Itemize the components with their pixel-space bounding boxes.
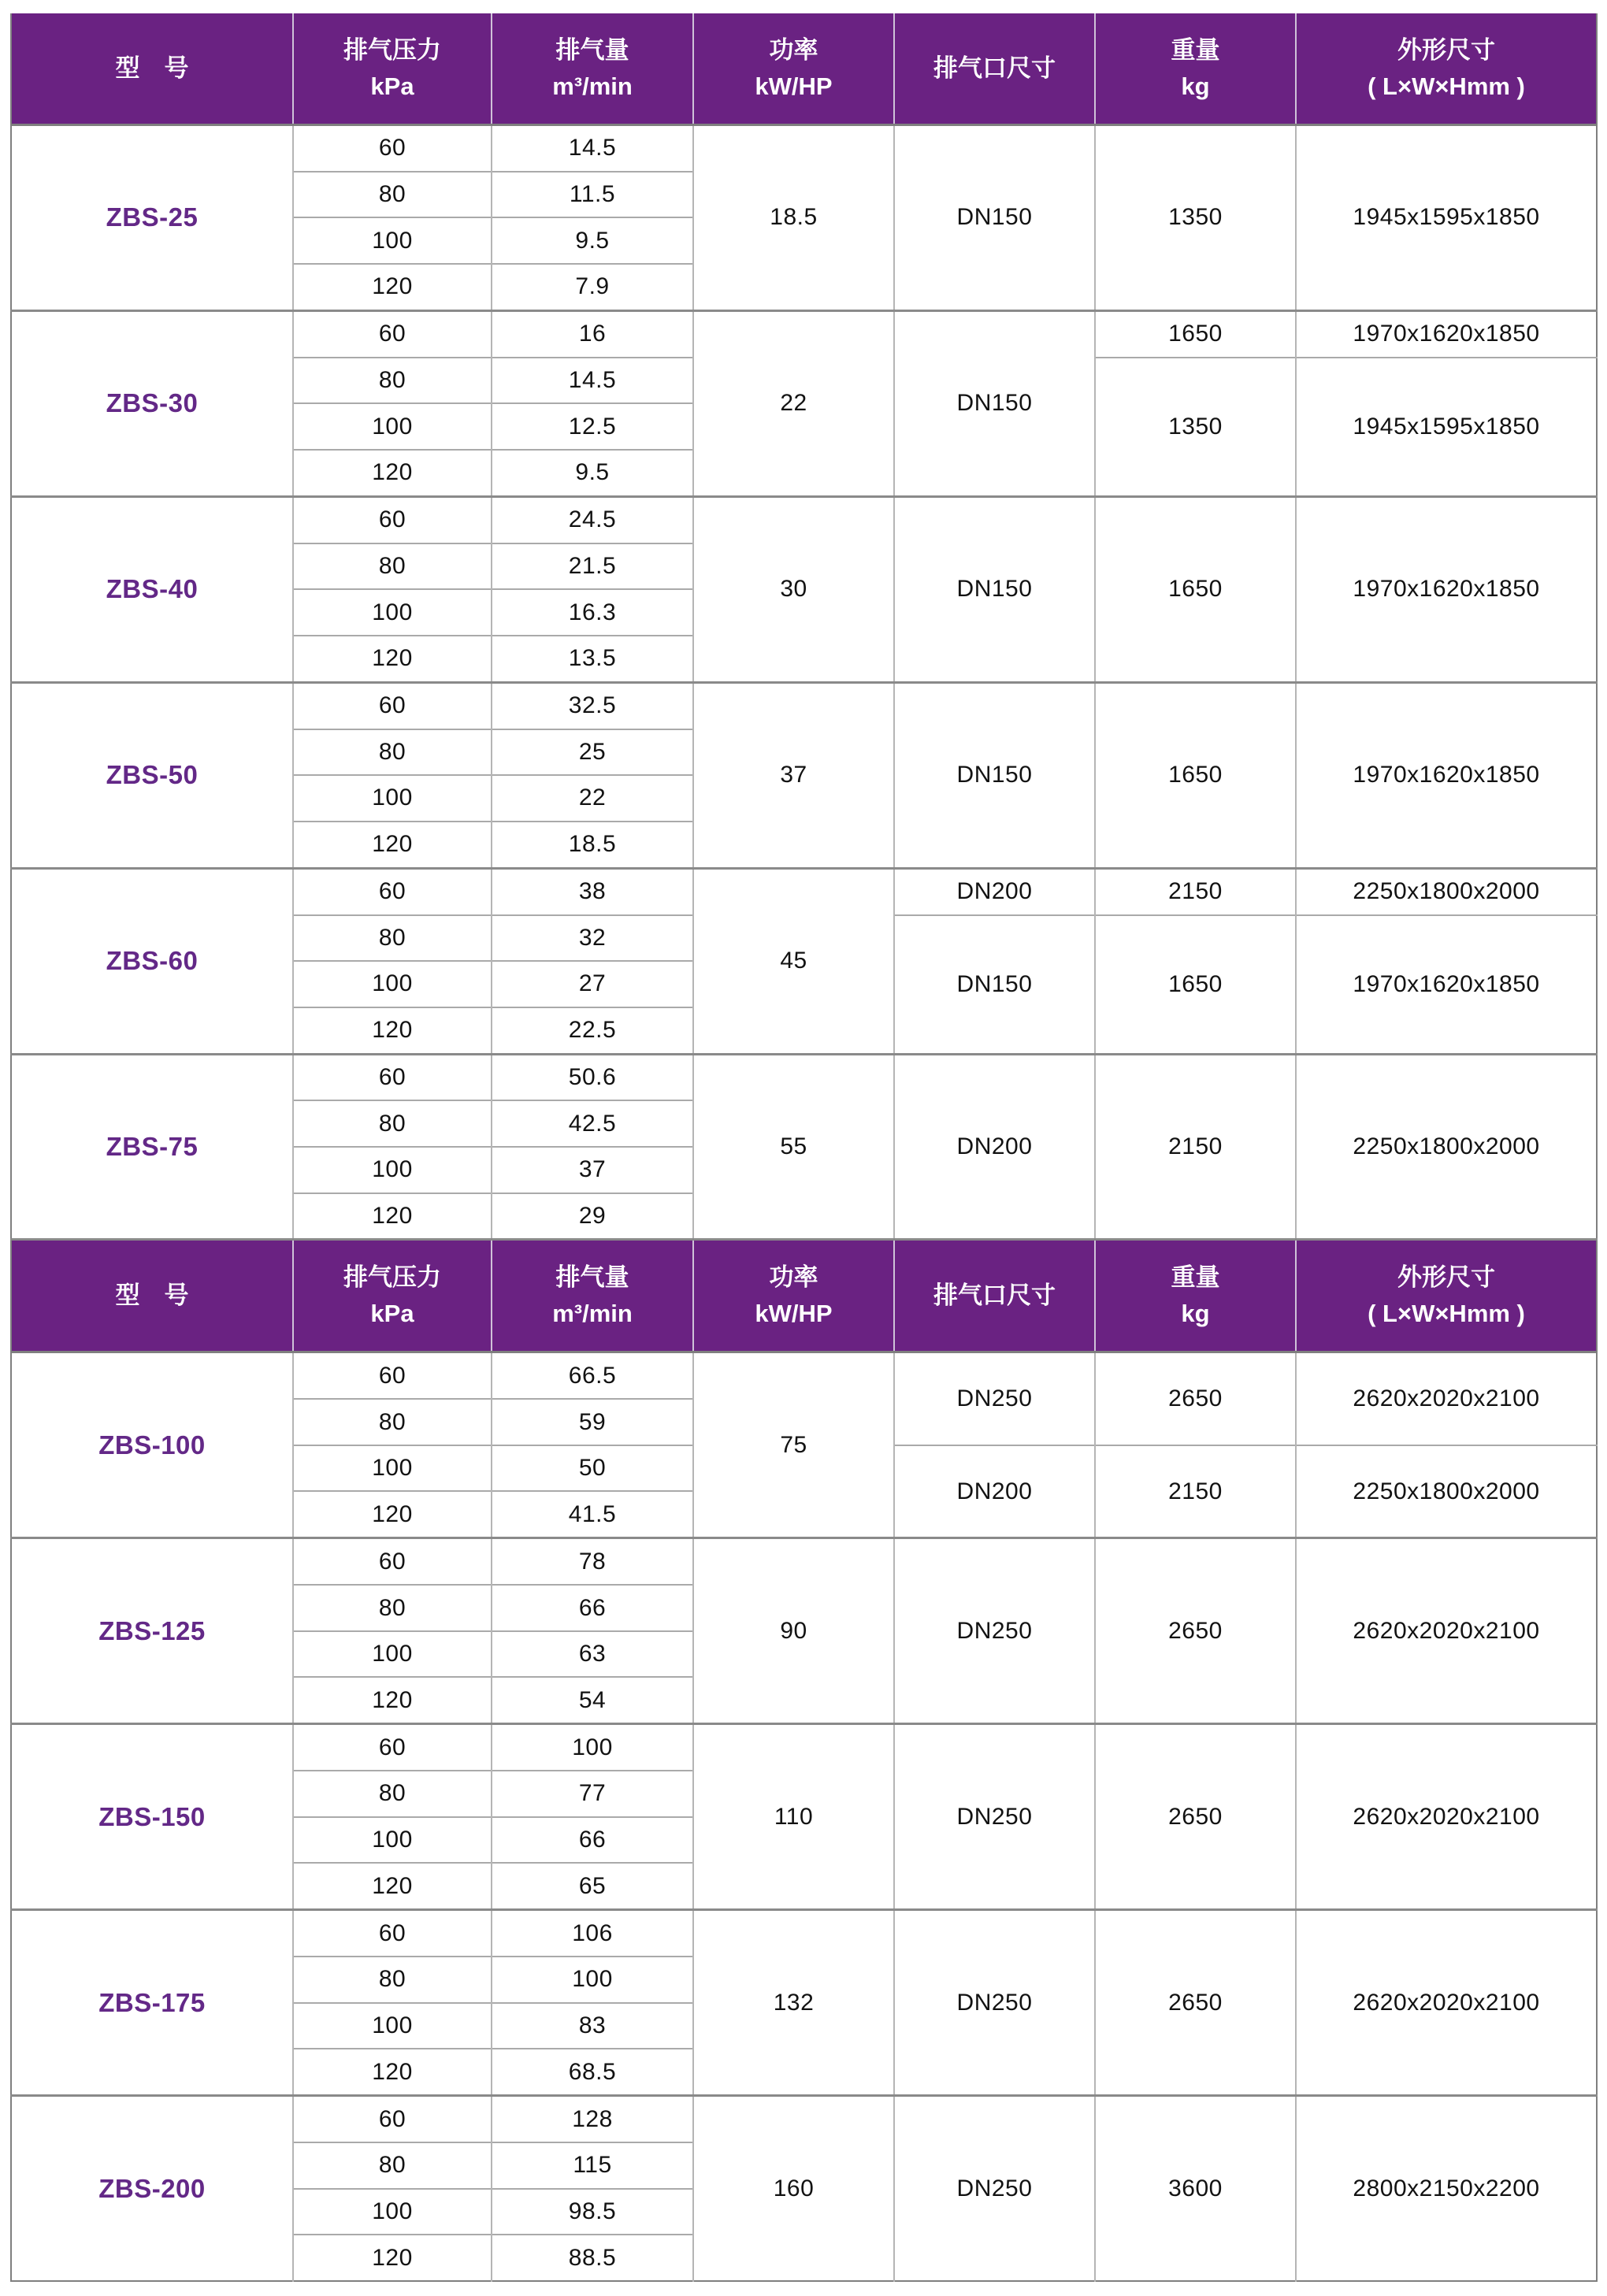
header-cell-volume: 排气量 m³/min <box>492 13 693 125</box>
model-name: ZBS-175 <box>11 1910 293 2096</box>
port-value: DN250 <box>894 1724 1095 1910</box>
header-cell-model: 型 号 <box>11 1240 293 1352</box>
table-row <box>11 1724 1597 1771</box>
volume-value: 42.5 <box>492 1100 693 1147</box>
volume-value: 37 <box>492 1147 693 1193</box>
weight-value: 1350 <box>1095 358 1296 497</box>
pressure-value: 80 <box>293 1585 492 1631</box>
model-name: ZBS-150 <box>11 1724 293 1910</box>
header-cell-pressure: 排气压力 kPa <box>293 1240 492 1352</box>
header-cell-dims: 外形尺寸 ( L×W×Hmm ) <box>1296 13 1597 125</box>
pressure-value: 60 <box>293 1352 492 1399</box>
power-value: 22 <box>693 310 894 496</box>
model-name: ZBS-100 <box>11 1352 293 1538</box>
volume-value: 21.5 <box>492 543 693 590</box>
volume-value: 22 <box>492 775 693 822</box>
pressure-value: 60 <box>293 682 492 729</box>
volume-value: 13.5 <box>492 636 693 682</box>
port-value: DN250 <box>894 1910 1095 2096</box>
volume-value: 16.3 <box>492 589 693 636</box>
volume-value: 29 <box>492 1193 693 1240</box>
volume-value: 32.5 <box>492 682 693 729</box>
model-name: ZBS-75 <box>11 1054 293 1240</box>
volume-value: 41.5 <box>492 1491 693 1537</box>
table-row <box>11 496 1597 543</box>
pressure-value: 60 <box>293 1910 492 1957</box>
pressure-value: 80 <box>293 358 492 404</box>
pressure-value: 100 <box>293 1631 492 1678</box>
pressure-value: 80 <box>293 543 492 590</box>
dims-value: 2250x1800x2000 <box>1296 868 1597 914</box>
pressure-value: 100 <box>293 403 492 450</box>
pressure-value: 100 <box>293 2003 492 2049</box>
pressure-value: 100 <box>293 1445 492 1492</box>
pressure-value: 120 <box>293 1677 492 1723</box>
volume-value: 50 <box>492 1445 693 1492</box>
port-value: DN150 <box>894 125 1095 311</box>
pressure-value: 120 <box>293 450 492 496</box>
volume-value: 32 <box>492 915 693 962</box>
power-value: 37 <box>693 682 894 868</box>
table-row <box>11 1910 1597 1957</box>
power-value: 18.5 <box>693 125 894 311</box>
table-header-row <box>11 1240 1597 1352</box>
volume-value: 66.5 <box>492 1352 693 1399</box>
weight-value: 2150 <box>1095 868 1296 914</box>
dims-value: 2620x2020x2100 <box>1296 1352 1597 1445</box>
power-value: 55 <box>693 1054 894 1240</box>
model-name: ZBS-60 <box>11 868 293 1054</box>
dims-value: 1970x1620x1850 <box>1296 496 1597 682</box>
volume-value: 88.5 <box>492 2235 693 2281</box>
header-cell-weight: 重量 kg <box>1095 13 1296 125</box>
volume-value: 24.5 <box>492 496 693 543</box>
pressure-value: 100 <box>293 1147 492 1193</box>
volume-value: 54 <box>492 1677 693 1723</box>
weight-value: 2650 <box>1095 1910 1296 2096</box>
header-cell-volume: 排气量 m³/min <box>492 1240 693 1352</box>
pressure-value: 120 <box>293 1007 492 1054</box>
table-row <box>11 1054 1597 1100</box>
dims-value: 1945x1595x1850 <box>1296 125 1597 311</box>
pressure-value: 100 <box>293 775 492 822</box>
volume-value: 115 <box>492 2142 693 2189</box>
dims-value: 1970x1620x1850 <box>1296 915 1597 1055</box>
volume-value: 50.6 <box>492 1054 693 1100</box>
table-row <box>11 1352 1597 1399</box>
volume-value: 22.5 <box>492 1007 693 1054</box>
pressure-value: 120 <box>293 636 492 682</box>
port-value: DN150 <box>894 310 1095 496</box>
table-header-row <box>11 13 1597 125</box>
pressure-value: 60 <box>293 1054 492 1100</box>
port-value: DN150 <box>894 915 1095 1055</box>
table-row <box>11 1538 1597 1585</box>
volume-value: 77 <box>492 1771 693 1817</box>
volume-value: 11.5 <box>492 172 693 218</box>
header-model-label: 型 号 <box>115 54 189 82</box>
pressure-value: 80 <box>293 1771 492 1817</box>
dims-value: 2250x1800x2000 <box>1296 1054 1597 1240</box>
table-row <box>11 682 1597 729</box>
volume-value: 128 <box>492 2096 693 2142</box>
weight-value: 1650 <box>1095 682 1296 868</box>
volume-value: 59 <box>492 1399 693 1445</box>
pressure-value: 100 <box>293 589 492 636</box>
volume-value: 65 <box>492 1863 693 1909</box>
volume-value: 16 <box>492 310 693 357</box>
pressure-value: 100 <box>293 217 492 264</box>
power-value: 110 <box>693 1724 894 1910</box>
pressure-value: 120 <box>293 1193 492 1240</box>
pressure-value: 80 <box>293 729 492 776</box>
port-value: DN150 <box>894 496 1095 682</box>
pressure-value: 120 <box>293 1491 492 1537</box>
dims-value: 2620x2020x2100 <box>1296 1910 1597 2096</box>
port-value: DN200 <box>894 1054 1095 1240</box>
volume-value: 14.5 <box>492 358 693 404</box>
header-cell-model <box>11 13 293 125</box>
pressure-value: 80 <box>293 1957 492 2003</box>
volume-value: 68.5 <box>492 2049 693 2095</box>
dims-value: 1970x1620x1850 <box>1296 682 1597 868</box>
pressure-value: 60 <box>293 1724 492 1771</box>
volume-value: 12.5 <box>492 403 693 450</box>
weight-value: 2650 <box>1095 1724 1296 1910</box>
dims-value: 1970x1620x1850 <box>1296 310 1597 357</box>
weight-value: 2650 <box>1095 1352 1296 1445</box>
dims-value: 2250x1800x2000 <box>1296 1445 1597 1538</box>
header-cell-power: 功率 kW/HP <box>693 1240 894 1352</box>
table-row <box>11 2096 1597 2142</box>
header-cell-weight: 重量 kg <box>1095 1240 1296 1352</box>
weight-value: 1350 <box>1095 125 1296 311</box>
pressure-value: 60 <box>293 125 492 172</box>
volume-value: 38 <box>492 868 693 914</box>
volume-value: 63 <box>492 1631 693 1678</box>
volume-value: 78 <box>492 1538 693 1585</box>
table-row <box>11 868 1597 914</box>
weight-value: 2150 <box>1095 1054 1296 1240</box>
weight-value: 2150 <box>1095 1445 1296 1538</box>
volume-value: 7.9 <box>492 264 693 310</box>
pressure-value: 60 <box>293 868 492 914</box>
power-value: 132 <box>693 1910 894 2096</box>
pressure-value: 80 <box>293 172 492 218</box>
pressure-value: 60 <box>293 2096 492 2142</box>
pressure-value: 80 <box>293 1399 492 1445</box>
volume-value: 14.5 <box>492 125 693 172</box>
pressure-value: 80 <box>293 915 492 962</box>
model-name: ZBS-125 <box>11 1538 293 1724</box>
header-cell-dims: 外形尺寸 ( L×W×Hmm ) <box>1296 1240 1597 1352</box>
volume-value: 18.5 <box>492 822 693 868</box>
model-name: ZBS-25 <box>11 125 293 311</box>
volume-value: 100 <box>492 1724 693 1771</box>
volume-value: 25 <box>492 729 693 776</box>
power-value: 45 <box>693 868 894 1054</box>
volume-value: 66 <box>492 1817 693 1864</box>
port-value: DN150 <box>894 682 1095 868</box>
port-value: DN200 <box>894 1445 1095 1538</box>
volume-value: 9.5 <box>492 450 693 496</box>
dims-value: 2800x2150x2200 <box>1296 2096 1597 2281</box>
dims-value: 1945x1595x1850 <box>1296 358 1597 497</box>
pressure-value: 100 <box>293 2189 492 2235</box>
port-value: DN250 <box>894 2096 1095 2281</box>
table-row <box>11 125 1597 172</box>
weight-value: 1650 <box>1095 496 1296 682</box>
dims-value: 2620x2020x2100 <box>1296 1724 1597 1910</box>
pressure-value: 120 <box>293 264 492 310</box>
volume-value: 106 <box>492 1910 693 1957</box>
power-value: 160 <box>693 2096 894 2281</box>
pressure-value: 60 <box>293 1538 492 1585</box>
spec-table <box>10 13 1598 2282</box>
port-value: DN200 <box>894 868 1095 914</box>
pressure-value: 120 <box>293 2049 492 2095</box>
pressure-value: 100 <box>293 961 492 1007</box>
header-cell-port: 排气口尺寸 <box>894 1240 1095 1352</box>
weight-value: 1650 <box>1095 310 1296 357</box>
volume-value: 98.5 <box>492 2189 693 2235</box>
model-name: ZBS-50 <box>11 682 293 868</box>
model-name: ZBS-200 <box>11 2096 293 2281</box>
volume-value: 100 <box>492 1957 693 2003</box>
model-name: ZBS-40 <box>11 496 293 682</box>
pressure-value: 100 <box>293 1817 492 1864</box>
port-value: DN250 <box>894 1538 1095 1724</box>
pressure-value: 120 <box>293 822 492 868</box>
model-name: ZBS-30 <box>11 310 293 496</box>
power-value: 90 <box>693 1538 894 1724</box>
dims-value: 2620x2020x2100 <box>1296 1538 1597 1724</box>
pressure-value: 80 <box>293 2142 492 2189</box>
pressure-value: 60 <box>293 496 492 543</box>
pressure-value: 120 <box>293 1863 492 1909</box>
table-row <box>11 310 1597 357</box>
pressure-value: 120 <box>293 2235 492 2281</box>
volume-value: 83 <box>492 2003 693 2049</box>
weight-value: 1650 <box>1095 915 1296 1055</box>
pressure-value: 60 <box>293 310 492 357</box>
header-cell-port: 排气口尺寸 <box>894 13 1095 125</box>
pressure-value: 80 <box>293 1100 492 1147</box>
power-value: 30 <box>693 496 894 682</box>
weight-value: 2650 <box>1095 1538 1296 1724</box>
header-cell-pressure: 排气压力 kPa <box>293 13 492 125</box>
header-cell-power: 功率 kW/HP <box>693 13 894 125</box>
power-value: 75 <box>693 1352 894 1538</box>
volume-value: 27 <box>492 961 693 1007</box>
volume-value: 9.5 <box>492 217 693 264</box>
weight-value: 3600 <box>1095 2096 1296 2281</box>
port-value: DN250 <box>894 1352 1095 1445</box>
volume-value: 66 <box>492 1585 693 1631</box>
